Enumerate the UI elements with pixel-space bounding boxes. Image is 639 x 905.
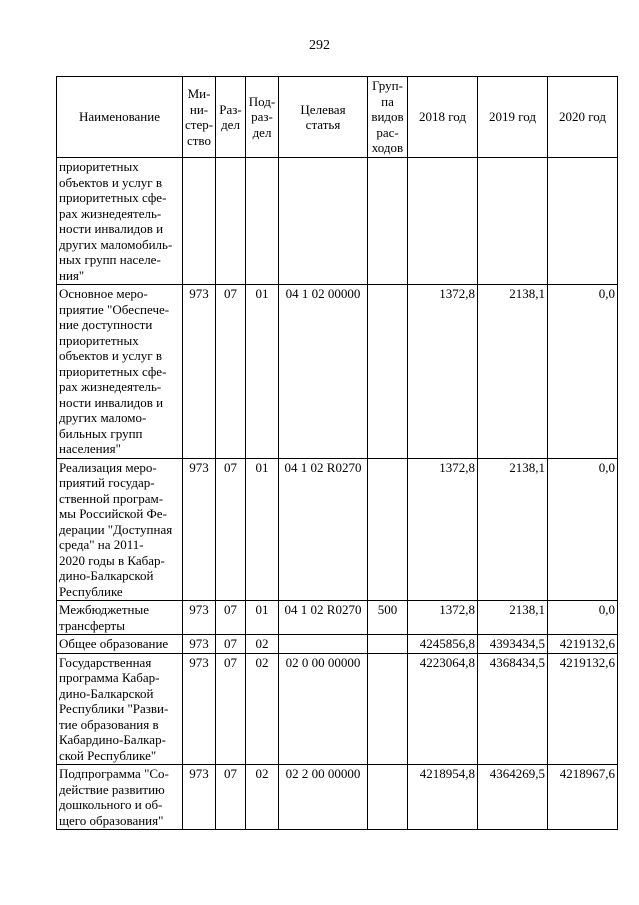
cell-section: 07 — [216, 458, 246, 601]
cell-ministry: 973 — [183, 285, 216, 459]
cell-2020: 4218967,6 — [548, 765, 618, 830]
cell-2020: 0,0 — [548, 601, 618, 635]
cell-expense-group — [368, 285, 408, 459]
cell-section: 07 — [216, 601, 246, 635]
cell-ministry — [183, 158, 216, 285]
cell-name: Государственная программа Кабар- дино-Балкарской Республики "Разви- тие образования в Кабардино-Балкар- ской Республике" — [57, 653, 183, 765]
cell-2018: 4218954,8 — [408, 765, 478, 830]
cell-section: 07 — [216, 285, 246, 459]
table-row — [57, 458, 618, 601]
cell-2020: 0,0 — [548, 285, 618, 459]
cell-ministry: 973 — [183, 458, 216, 601]
header-row — [57, 77, 618, 158]
cell-expense-group — [368, 635, 408, 654]
header-ministry: Ми- ни- стер- ство — [183, 77, 216, 158]
cell-target: 02 2 00 00000 — [279, 765, 368, 830]
page-number: 292 — [309, 38, 330, 53]
header-expense-group: Груп- па видов рас- ходов — [368, 77, 408, 158]
cell-subsection: 02 — [246, 635, 279, 654]
cell-2018: 1372,8 — [408, 458, 478, 601]
cell-2019: 2138,1 — [478, 601, 548, 635]
table-row — [57, 765, 618, 830]
cell-2020: 0,0 — [548, 458, 618, 601]
cell-name: Реализация меро- приятий государ- ственной програм- мы Российской Фе- дерации "Доступная среда" на 2011- 2020 годы в Кабар- дино-Балкарской Республике — [57, 458, 183, 601]
cell-subsection: 01 — [246, 601, 279, 635]
cell-ministry: 973 — [183, 601, 216, 635]
cell-ministry: 973 — [183, 653, 216, 765]
cell-2019: 4364269,5 — [478, 765, 548, 830]
cell-expense-group — [368, 458, 408, 601]
cell-2019 — [478, 158, 548, 285]
cell-2018: 4245856,8 — [408, 635, 478, 654]
cell-target: 02 0 00 00000 — [279, 653, 368, 765]
budget-table — [56, 76, 618, 830]
cell-expense-group — [368, 158, 408, 285]
cell-2019: 2138,1 — [478, 285, 548, 459]
header-section: Раз- дел — [216, 77, 246, 158]
cell-2020: 4219132,6 — [548, 653, 618, 765]
cell-2018: 1372,8 — [408, 601, 478, 635]
header-name: Наименование — [57, 77, 183, 158]
cell-target: 04 1 02 00000 — [279, 285, 368, 459]
cell-2019: 4393434,5 — [478, 635, 548, 654]
cell-name: Общее образование — [57, 635, 183, 654]
cell-subsection: 02 — [246, 765, 279, 830]
cell-subsection: 02 — [246, 653, 279, 765]
cell-subsection — [246, 158, 279, 285]
cell-2019: 2138,1 — [478, 458, 548, 601]
cell-2020 — [548, 158, 618, 285]
cell-section: 07 — [216, 653, 246, 765]
cell-name: приоритетных объектов и услуг в приоритетных сфе- рах жизнедеятель- ности инвалидов и других маломобиль- ных групп населе- ния" — [57, 158, 183, 285]
cell-target — [279, 158, 368, 285]
header-2020: 2020 год — [548, 77, 618, 158]
cell-target: 04 1 02 R0270 — [279, 601, 368, 635]
cell-target — [279, 635, 368, 654]
cell-section: 07 — [216, 635, 246, 654]
header-2019: 2019 год — [478, 77, 548, 158]
cell-2018 — [408, 158, 478, 285]
cell-name: Межбюджетные трансферты — [57, 601, 183, 635]
cell-ministry: 973 — [183, 765, 216, 830]
header-subsection: Под- раз- дел — [246, 77, 279, 158]
table-row — [57, 285, 618, 459]
table-row — [57, 635, 618, 654]
table-row — [57, 653, 618, 765]
cell-2020: 4219132,6 — [548, 635, 618, 654]
cell-expense-group — [368, 765, 408, 830]
header-target: Целевая статья — [279, 77, 368, 158]
cell-2018: 4223064,8 — [408, 653, 478, 765]
header-2018: 2018 год — [408, 77, 478, 158]
cell-section: 07 — [216, 765, 246, 830]
table-row — [57, 158, 618, 285]
cell-2019: 4368434,5 — [478, 653, 548, 765]
cell-target: 04 1 02 R0270 — [279, 458, 368, 601]
cell-section — [216, 158, 246, 285]
cell-subsection: 01 — [246, 285, 279, 459]
cell-subsection: 01 — [246, 458, 279, 601]
cell-expense-group: 500 — [368, 601, 408, 635]
cell-ministry: 973 — [183, 635, 216, 654]
cell-2018: 1372,8 — [408, 285, 478, 459]
cell-name: Подпрограмма "Со- действие развитию дошкольного и об- щего образования" — [57, 765, 183, 830]
table-row — [57, 601, 618, 635]
cell-name: Основное меро- приятие "Обеспече- ние доступности приоритетных объектов и услуг в приоритетных сфе- рах жизнедеятель- ности инвалидов и других маломо- бильных групп населения" — [57, 285, 183, 459]
cell-expense-group — [368, 653, 408, 765]
